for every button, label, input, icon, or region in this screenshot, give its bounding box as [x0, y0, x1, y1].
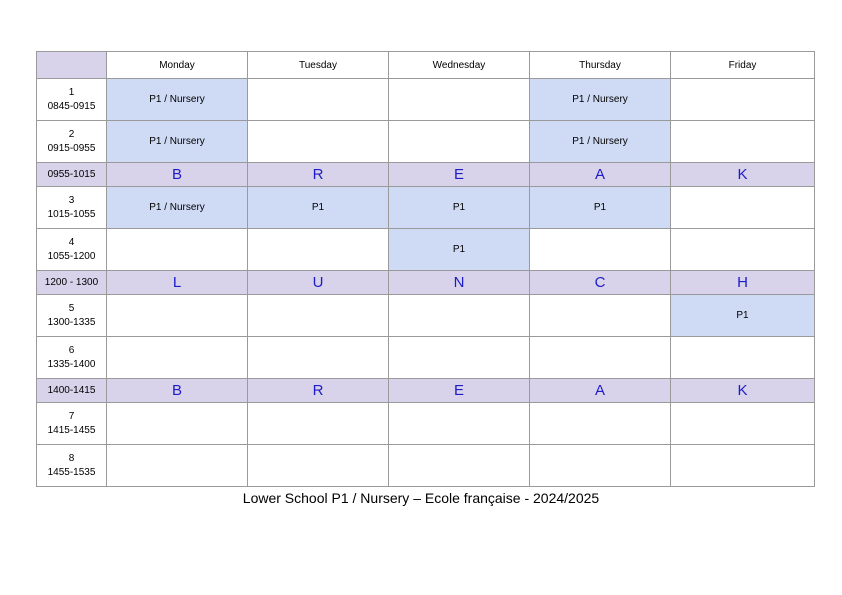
period-time: 1055-1200 — [47, 250, 96, 262]
header-row — [37, 52, 815, 79]
period-time-cell — [37, 295, 107, 337]
day-header-monday: Monday — [107, 52, 248, 79]
lesson-cell-thursday: P1 / Nursery — [530, 79, 671, 121]
lesson-cell-thursday: P1 — [530, 187, 671, 229]
break-row — [37, 379, 815, 403]
period-row — [37, 79, 815, 121]
break-time-cell: 1200 - 1300 — [37, 271, 107, 295]
empty-cell-wednesday — [389, 445, 530, 487]
period-number: 7 — [68, 410, 75, 422]
break-time-cell: 1400-1415 — [37, 379, 107, 403]
period-time-cell — [37, 445, 107, 487]
lesson-cell-wednesday: P1 — [389, 187, 530, 229]
break-letter-tuesday: R — [248, 379, 389, 403]
day-header-friday: Friday — [671, 52, 815, 79]
period-time: 0915-0955 — [47, 142, 96, 154]
empty-cell-friday — [671, 187, 815, 229]
period-time: 1415-1455 — [47, 424, 96, 436]
break-letter-wednesday: E — [389, 379, 530, 403]
break-letter-tuesday: R — [248, 163, 389, 187]
period-row — [37, 295, 815, 337]
empty-cell-monday — [107, 403, 248, 445]
empty-cell-monday — [107, 337, 248, 379]
empty-cell-thursday — [530, 295, 671, 337]
period-row — [37, 337, 815, 379]
period-time: 1300-1335 — [47, 316, 96, 328]
period-number: 3 — [68, 194, 75, 206]
lesson-cell-monday: P1 / Nursery — [107, 187, 248, 229]
lesson-cell-wednesday: P1 — [389, 229, 530, 271]
empty-cell-thursday — [530, 337, 671, 379]
break-letter-monday: B — [107, 163, 248, 187]
empty-cell-wednesday — [389, 403, 530, 445]
break-letter-friday: H — [671, 271, 815, 295]
break-letter-wednesday: E — [389, 163, 530, 187]
period-time: 1015-1055 — [47, 208, 96, 220]
period-row — [37, 121, 815, 163]
period-number: 2 — [68, 128, 75, 140]
empty-cell-thursday — [530, 229, 671, 271]
day-header-wednesday: Wednesday — [389, 52, 530, 79]
break-letter-tuesday: U — [248, 271, 389, 295]
break-row — [37, 163, 815, 187]
empty-cell-tuesday — [248, 121, 389, 163]
break-letter-thursday: A — [530, 379, 671, 403]
empty-cell-tuesday — [248, 445, 389, 487]
period-number: 8 — [68, 452, 75, 464]
break-letter-thursday: C — [530, 271, 671, 295]
lesson-cell-friday: P1 — [671, 295, 815, 337]
empty-cell-friday — [671, 229, 815, 271]
period-time-cell — [37, 187, 107, 229]
period-time-cell — [37, 229, 107, 271]
break-row — [37, 271, 815, 295]
empty-cell-monday — [107, 229, 248, 271]
break-letter-monday: B — [107, 379, 248, 403]
empty-cell-thursday — [530, 445, 671, 487]
break-time-cell: 0955-1015 — [37, 163, 107, 187]
empty-cell-thursday — [530, 403, 671, 445]
period-row — [37, 229, 815, 271]
period-time: 1455-1535 — [47, 466, 96, 478]
empty-cell-tuesday — [248, 295, 389, 337]
day-header-tuesday: Tuesday — [248, 52, 389, 79]
corner-cell — [37, 52, 107, 79]
lesson-cell-tuesday: P1 — [248, 187, 389, 229]
period-number: 1 — [68, 86, 75, 98]
empty-cell-friday — [671, 79, 815, 121]
break-letter-monday: L — [107, 271, 248, 295]
period-number: 6 — [68, 344, 75, 356]
day-header-thursday: Thursday — [530, 52, 671, 79]
period-time-cell — [37, 79, 107, 121]
empty-cell-friday — [671, 403, 815, 445]
empty-cell-monday — [107, 445, 248, 487]
empty-cell-wednesday — [389, 121, 530, 163]
empty-cell-tuesday — [248, 79, 389, 121]
period-row — [37, 187, 815, 229]
timetable-caption: Lower School P1 / Nursery – Ecole française - 2024/2025 — [242, 490, 600, 506]
period-time: 0845-0915 — [47, 100, 96, 112]
period-time-cell — [37, 337, 107, 379]
period-row — [37, 445, 815, 487]
empty-cell-wednesday — [389, 337, 530, 379]
empty-cell-wednesday — [389, 295, 530, 337]
lesson-cell-monday: P1 / Nursery — [107, 121, 248, 163]
empty-cell-wednesday — [389, 79, 530, 121]
break-letter-friday: K — [671, 163, 815, 187]
break-letter-thursday: A — [530, 163, 671, 187]
empty-cell-friday — [671, 445, 815, 487]
empty-cell-tuesday — [248, 403, 389, 445]
break-letter-friday: K — [671, 379, 815, 403]
empty-cell-tuesday — [248, 229, 389, 271]
lesson-cell-thursday: P1 / Nursery — [530, 121, 671, 163]
empty-cell-friday — [671, 337, 815, 379]
lesson-cell-monday: P1 / Nursery — [107, 79, 248, 121]
empty-cell-monday — [107, 295, 248, 337]
period-number: 4 — [68, 236, 75, 248]
period-number: 5 — [68, 302, 75, 314]
empty-cell-friday — [671, 121, 815, 163]
period-time: 1335-1400 — [47, 358, 96, 370]
empty-cell-tuesday — [248, 337, 389, 379]
break-letter-wednesday: N — [389, 271, 530, 295]
period-row — [37, 403, 815, 445]
period-time-cell — [37, 403, 107, 445]
timetable — [36, 51, 815, 487]
period-time-cell — [37, 121, 107, 163]
